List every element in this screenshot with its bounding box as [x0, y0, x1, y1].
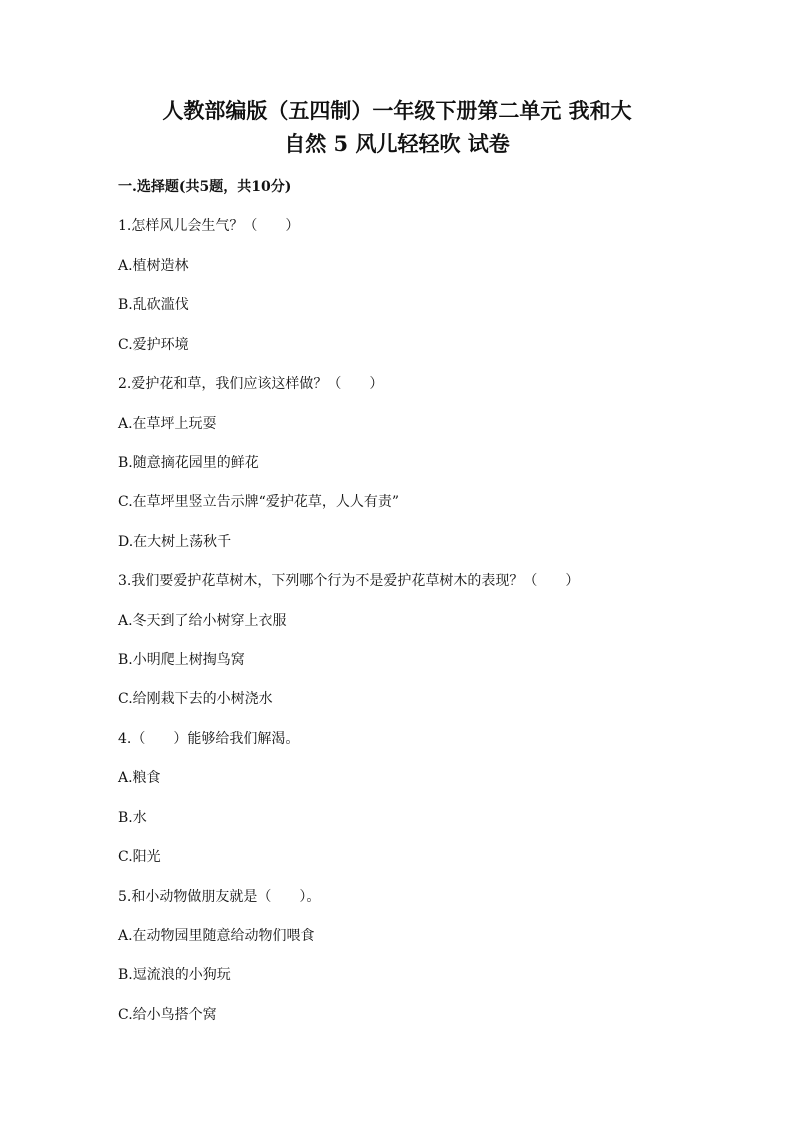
question-1-stem: 1.怎样风儿会生气？（ ） [118, 218, 300, 234]
question-4-option-a: A.粮食 [118, 770, 161, 786]
question-5-option-b: B.逗流浪的小狗玩 [118, 967, 231, 983]
question-5-option-a: A.在动物园里随意给动物们喂食 [118, 928, 315, 944]
question-2-option-a: A.在草坪上玩耍 [118, 416, 217, 432]
question-3-option-c: C.给刚栽下去的小树浇水 [118, 691, 273, 707]
question-3-option-a: A.冬天到了给小树穿上衣服 [118, 613, 287, 629]
document-title-line-2: 自然 5 风儿轻轻吹 试卷 [284, 131, 510, 156]
question-4-stem: 4.（ ）能够给我们解渴。 [118, 731, 300, 747]
question-5-option-c: C.给小鸟搭个窝 [118, 1007, 217, 1023]
document-title-line-1: 人教部编版（五四制）一年级下册第二单元 我和大 [162, 98, 632, 123]
question-4-option-b: B.水 [118, 810, 147, 826]
question-1-option-c: C.爱护环境 [118, 337, 189, 353]
question-5-stem: 5.和小动物做朋友就是（ ）。 [118, 889, 321, 905]
question-2-stem: 2.爱护花和草，我们应该这样做？（ ） [118, 376, 384, 392]
question-2-option-c: C.在草坪里竖立告示牌“爱护花草，人人有责” [118, 494, 399, 510]
question-4-option-c: C.阳光 [118, 849, 161, 865]
question-3-option-b: B.小明爬上树掏鸟窝 [118, 652, 245, 668]
question-3-stem: 3.我们要爱护花草树木，下列哪个行为不是爱护花草树木的表现？（ ） [118, 573, 580, 589]
question-2-option-d: D.在大树上荡秋千 [118, 534, 232, 550]
question-1-option-b: B.乱砍滥伐 [118, 297, 189, 313]
question-1-option-a: A.植树造林 [118, 258, 189, 274]
question-2-option-b: B.随意摘花园里的鲜花 [118, 455, 259, 471]
section-heading: 一.选择题(共5题，共10分) [118, 179, 292, 195]
